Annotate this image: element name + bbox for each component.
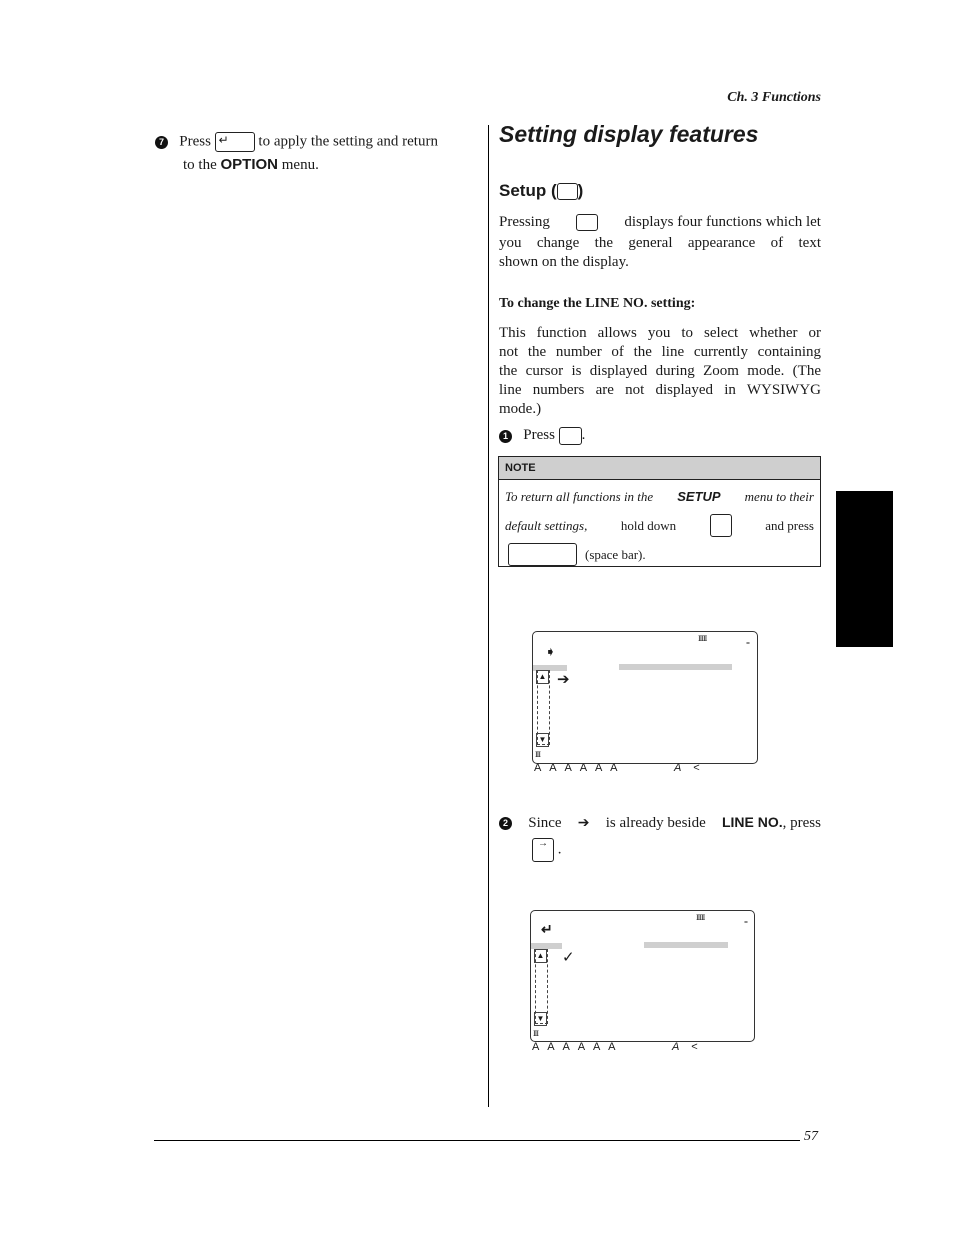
body-line: mode.) <box>499 401 542 417</box>
setup-heading <box>499 181 583 201</box>
chapter-header: Ch. 3 Functions <box>727 90 821 105</box>
menu-arrow-icon: ➧ <box>545 644 556 659</box>
scroll-up-icon: ▲ <box>536 670 549 684</box>
setup-menu-label: SETUP <box>677 489 721 504</box>
step-number: 1 <box>499 430 512 443</box>
step-text: Press <box>179 133 211 150</box>
cursor-arrow-icon: ➔ <box>557 672 570 688</box>
setup-close: ) <box>577 181 584 200</box>
setup-label: Setup ( <box>499 181 557 200</box>
footer-rule <box>154 1140 800 1141</box>
body-line: not the number of the line currently containing <box>499 344 821 360</box>
chapter-side-tab <box>836 491 893 647</box>
menu-highlight-bar <box>644 942 728 948</box>
setup-key-icon <box>576 214 598 231</box>
tab-key-icon: → <box>532 838 554 862</box>
text: menu. <box>281 157 319 173</box>
subheading: To change the LINE NO. setting: <box>499 296 696 311</box>
body-line: This function allows you to select whether or <box>499 325 821 341</box>
note-box <box>498 456 821 567</box>
lcd-screen-1 <box>532 631 758 764</box>
scroll-down-icon: ▼ <box>534 1012 547 1026</box>
line-no-label: LINE NO. <box>721 814 783 830</box>
text: To return all functions in the <box>505 489 654 504</box>
text: to the <box>183 157 217 173</box>
enter-key-icon: ↵ <box>215 132 255 152</box>
setup-key-icon <box>559 427 582 445</box>
text: Press <box>523 427 555 443</box>
note-line2 <box>505 511 814 540</box>
step-2 <box>499 813 821 833</box>
setup-key-icon <box>557 183 578 200</box>
text: and press <box>765 518 814 533</box>
code-key-icon <box>710 514 732 537</box>
note-label: NOTE <box>499 457 820 480</box>
page-number: 57 <box>804 1129 818 1144</box>
cursor-arrow-icon: ➔ <box>577 815 590 831</box>
body-line: line numbers are not displayed in WYSIWYG <box>499 382 821 398</box>
text: you change the general appearance of text <box>499 235 821 251</box>
section-title: Setting display features <box>499 121 759 147</box>
indicator-strip-right: A < <box>674 762 700 774</box>
menu-highlight-bar <box>619 664 732 670</box>
step-number: 7 <box>155 136 168 149</box>
step-1 <box>499 426 585 445</box>
text: is already beside <box>605 814 706 831</box>
note-line3 <box>505 540 814 569</box>
step-7-line2 <box>183 155 319 175</box>
body-line: the cursor is displayed during Zoom mode. (The <box>499 363 821 379</box>
text: Pressing <box>499 214 550 230</box>
indicator-dash: - <box>744 914 748 928</box>
body-paragraph <box>499 324 821 419</box>
step-7 <box>155 132 480 152</box>
text: default settings, <box>505 518 588 533</box>
scroll-up-icon: ▲ <box>534 949 547 963</box>
indicator-ticks: IIIII <box>696 913 705 922</box>
enter-arrow-icon: ↵ <box>541 923 553 938</box>
text: , press <box>782 815 821 831</box>
text: . <box>557 841 562 858</box>
step-2-line2 <box>532 838 562 862</box>
bottom-ticks: III <box>533 1029 538 1038</box>
text: hold down <box>620 518 677 533</box>
text: . <box>581 427 586 443</box>
step-text-cont: to apply the setting and return <box>258 133 438 150</box>
pressing-paragraph <box>499 213 821 272</box>
indicator-dash: - <box>746 635 750 649</box>
font-indicator-strip: A A A A A A <box>534 762 619 774</box>
check-icon: ✓ <box>562 950 575 966</box>
text: Since <box>528 814 562 831</box>
space-bar-key-icon <box>508 543 577 566</box>
text: menu to their <box>744 489 814 504</box>
indicator-strip-right: A < <box>672 1041 698 1053</box>
indicator-ticks: IIIII <box>698 634 707 643</box>
option-menu-label: OPTION <box>220 156 279 173</box>
scroll-down-icon: ▼ <box>536 733 549 747</box>
text: (space bar). <box>585 547 646 562</box>
column-divider <box>488 125 489 1107</box>
note-line1 <box>505 482 814 511</box>
font-indicator-strip: A A A A A A <box>532 1041 617 1053</box>
text: displays four functions which let <box>624 214 821 230</box>
lcd-screen-2 <box>530 910 755 1042</box>
text: shown on the display. <box>499 254 629 270</box>
bottom-ticks: III <box>535 750 540 759</box>
step-number: 2 <box>499 817 512 830</box>
